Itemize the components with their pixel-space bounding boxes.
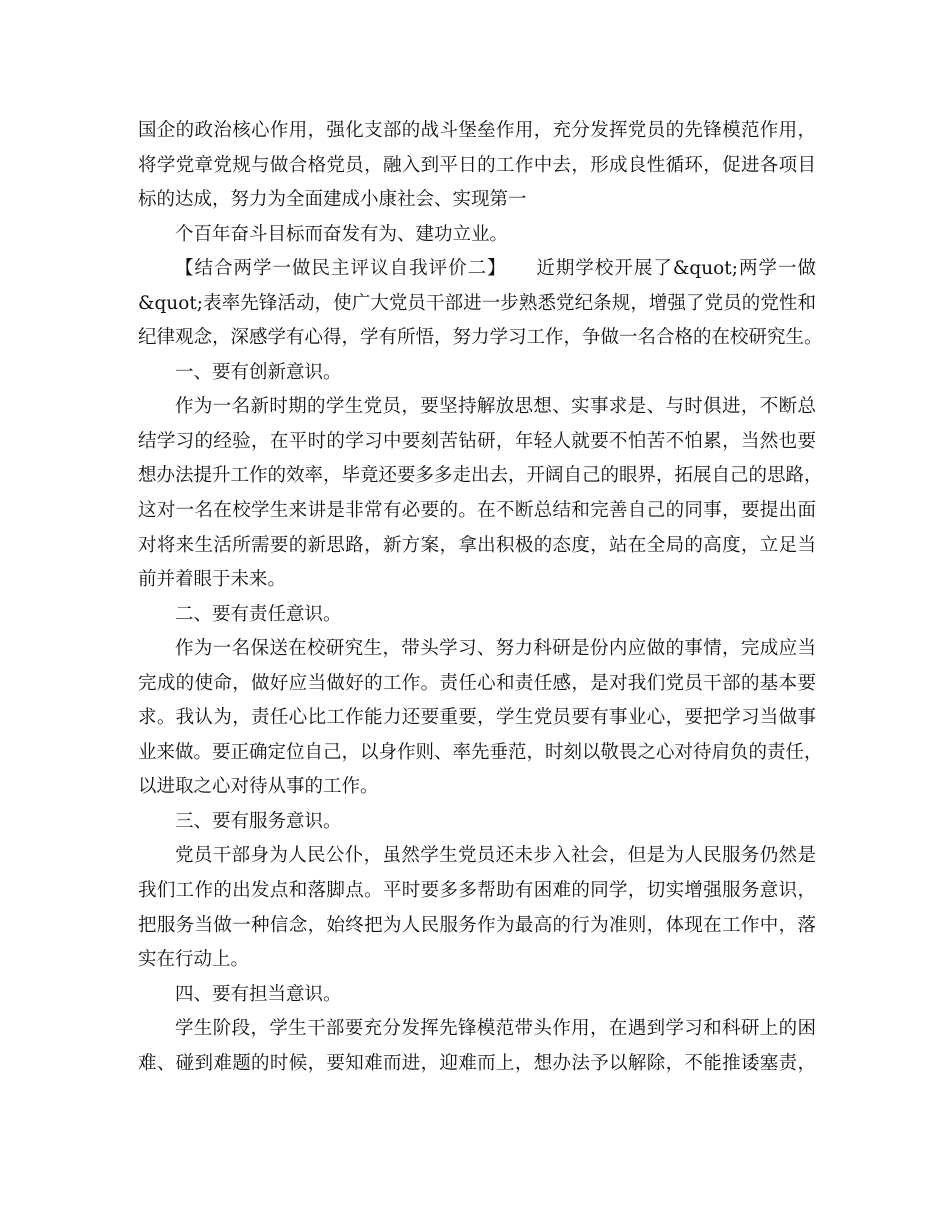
subheading-service: 三、要有服务意识。	[175, 810, 342, 832]
text-line: 个百年奋斗目标而奋发有为、建功立业。	[175, 223, 509, 245]
subheading-commitment: 四、要有担当意识。	[175, 983, 342, 1005]
text-line: 完成的使命，做好应当做好的工作。责任心和责任感，是对我们党员干部的基本要	[138, 672, 816, 694]
text-line: 国企的政治核心作用，强化支部的战斗堡垒作用，充分发挥党员的先锋模范作用，	[138, 120, 816, 141]
section-title-line: 【结合两学一做民主评议自我评价二】 近期学校开展了&quot;两学一做	[175, 258, 816, 280]
text-line: 对将来生活所需要的新思路，新方案，拿出积极的态度，站在全局的高度，立足当	[138, 534, 816, 556]
text-line: 党员干部身为人民公仆，虽然学生党员还未步入社会，但是为人民服务仍然是	[175, 845, 816, 867]
text-line: 这对一名在校学生来讲是非常有必要的。在不断总结和完善自己的同事，要提出面	[138, 500, 816, 522]
text-line: 纪律观念，深感学有心得，学有所悟，努力学习工作，争做一名合格的在校研究生。	[138, 327, 823, 349]
text-line: 我们工作的出发点和落脚点。平时要多多帮助有困难的同学，切实增强服务意识，	[138, 880, 816, 902]
text-line: 将学党章党规与做合格党员，融入到平日的工作中去，形成良性循环，促进各项目	[138, 154, 816, 176]
text-line: 前并着眼于未来。	[138, 569, 287, 591]
document-body	[138, 114, 823, 1081]
text-line: &quot;表率先锋活动，使广大党员干部进一步熟悉党纪条规，增强了党员的党性和	[138, 292, 816, 314]
text-line: 想办法提升工作的效率，毕竟还要多多走出去，开阔自己的眼界，拓展自己的思路，	[138, 465, 823, 487]
text-line: 业来做。要正确定位自己，以身作则、率先垂范，时刻以敬畏之心对待肩负的责任，	[138, 741, 823, 763]
text-line: 学生阶段，学生干部要充分发挥先锋模范带头作用，在遇到学习和科研上的困	[175, 1018, 816, 1040]
text-line: 作为一名新时期的学生党员，要坚持解放思想、实事求是、与时俱进，不断总	[175, 396, 816, 418]
text-line: 以进取之心对待从事的工作。	[138, 776, 379, 798]
text-line: 难、碰到难题的时候，要知难而进，迎难而上，想办法予以解除，不能推诿塞责，	[138, 1052, 816, 1074]
text-line: 结学习的经验，在平时的学习中要刻苦钻研，年轻人就要不怕苦不怕累，当然也要	[138, 430, 816, 452]
text-line: 实在行动上。	[138, 949, 250, 971]
text-line: 把服务当做一种信念，始终把为人民服务作为最高的行为准则，体现在工作中，落	[138, 914, 816, 936]
subheading-innovation: 一、要有创新意识。	[175, 361, 342, 383]
text-line: 作为一名保送在校研究生，带头学习、努力科研是份内应做的事情，完成应当	[175, 638, 816, 660]
text-line: 标的达成，努力为全面建成小康社会、实现第一	[138, 189, 527, 211]
text-line: 求。我认为，责任心比工作能力还要重要，学生党员要有事业心，要把学习当做事	[138, 707, 816, 729]
subheading-responsibility: 二、要有责任意识。	[175, 603, 342, 625]
